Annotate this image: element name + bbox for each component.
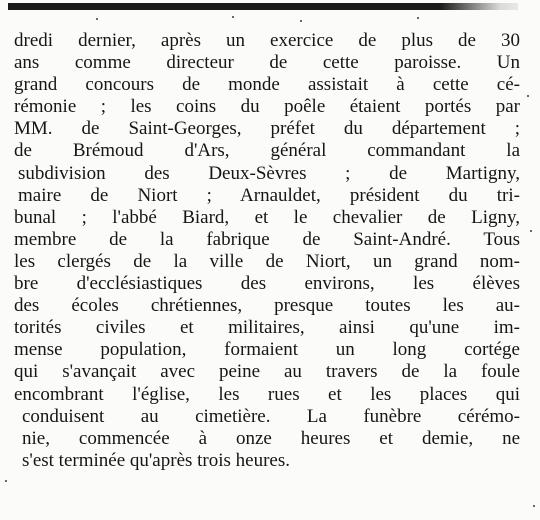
- text-line: grand concours de monde assistait à cette cé-: [14, 74, 520, 96]
- text-line: de Brémoud d'Ars, général commandant la: [14, 140, 520, 162]
- scan-speck: [232, 16, 234, 18]
- text-line: encombrant l'église, les rues et les places qui: [14, 383, 520, 405]
- scan-speck: [96, 18, 98, 20]
- text-line: dredi dernier, après un exercice de plus de 30: [14, 30, 520, 51]
- scan-speck: [300, 20, 302, 22]
- text-line: nie, commencée à onze heures et demie, ne: [22, 427, 520, 449]
- rule-fade: [440, 0, 540, 12]
- text-line: subdivision des Deux-Sèvres ; de Martigny,: [18, 162, 520, 184]
- text-line: rémonie ; les coins du poêle étaient portés par: [14, 96, 520, 118]
- text-line: MM. de Saint-Georges, préfet du département ;: [14, 118, 520, 140]
- text-line: bunal ; l'abbé Biard, et le chevalier de Ligny,: [14, 206, 520, 228]
- text-line: des écoles chrétiennes, presque toutes les au-: [14, 295, 520, 317]
- scan-speck: [5, 480, 7, 482]
- text-line: torités civiles et militaires, ainsi qu'une im-: [14, 317, 520, 339]
- scan-speck: [417, 17, 419, 19]
- text-line: maire de Niort ; Arnauldet, président du tri-: [18, 184, 520, 206]
- text-line: s'est terminée qu'après trois heures.: [22, 449, 291, 471]
- text-line: ans comme directeur de cette paroisse. Un: [14, 52, 520, 74]
- text-line: mense population, formaient un long cortége: [14, 339, 520, 361]
- bottom-edge: [0, 514, 540, 520]
- text-line: membre de la fabrique de Saint-André. Tous: [14, 228, 520, 250]
- text-line: les clergés de la ville de Niort, un grand nom-: [14, 250, 520, 272]
- text-line: qui s'avançait avec peine au travers de la foule: [14, 361, 520, 383]
- text-line: conduisent au cimetière. La funèbre cérémo-: [22, 405, 520, 427]
- scan-speck: [530, 230, 532, 232]
- article-text-column: [14, 30, 520, 472]
- scan-speck: [533, 505, 535, 507]
- scan-speck: [527, 95, 529, 97]
- text-line: bre d'ecclésiastiques des environs, les élèves: [14, 273, 520, 295]
